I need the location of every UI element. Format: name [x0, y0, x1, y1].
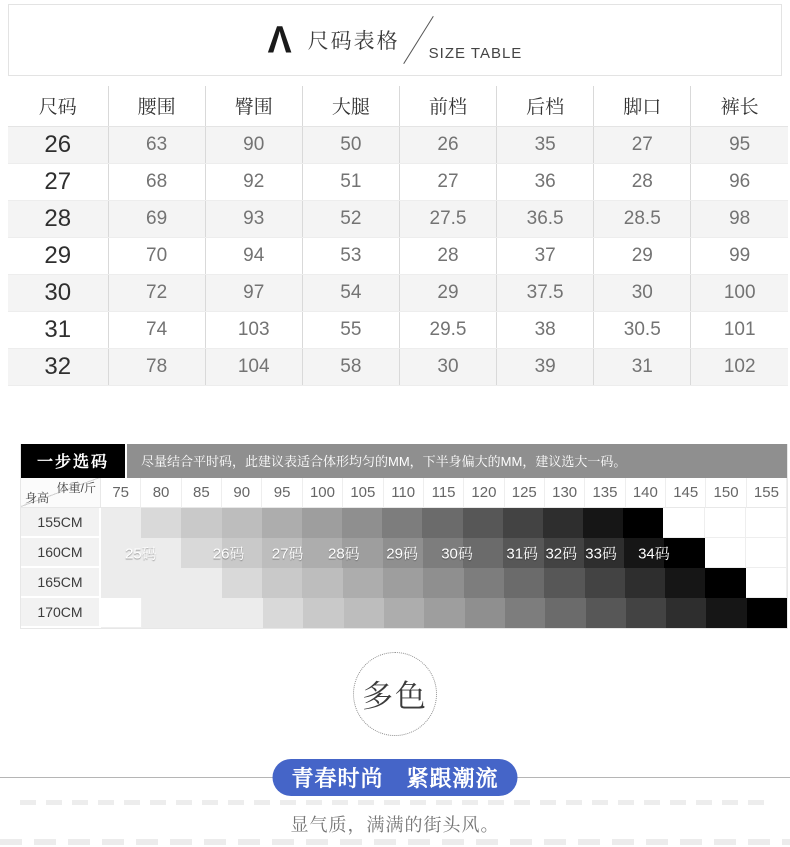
size-value-cell: 28: [8, 200, 108, 237]
gradient-cell: [262, 538, 302, 568]
gradient-cell: [585, 568, 625, 598]
gradient-cell: [705, 538, 746, 568]
measurement-cell: 28: [399, 237, 496, 274]
gradient-cell: [463, 538, 503, 568]
gradient-cell: [344, 598, 384, 628]
gradient-cell: [503, 538, 543, 568]
style-caption: 显气质，满满的街头风。: [290, 814, 500, 835]
gradient-cell: [423, 538, 463, 568]
chart-note: 尽量结合平时码，此建议表适合体形均匀的MM，下半身偏大的MM，建议选大一码。: [127, 444, 787, 478]
recommended-size-label: 29码: [386, 545, 418, 562]
measurement-cell: 38: [497, 311, 594, 348]
gradient-cell: [544, 568, 584, 598]
gradient-cell: [624, 538, 664, 568]
gradient-cell: [422, 508, 462, 538]
weight-header-cell: 80: [141, 478, 181, 508]
column-header: 后档: [497, 86, 594, 126]
weight-header-cell: 110: [384, 478, 424, 508]
measurement-cell: 39: [497, 348, 594, 385]
gradient-cell: [664, 538, 704, 568]
measurement-cell: 53: [302, 237, 399, 274]
measurement-cell: 98: [691, 200, 788, 237]
measurement-cell: 63: [108, 126, 205, 163]
weight-header-cell: 120: [464, 478, 504, 508]
measurement-cell: 27: [594, 126, 691, 163]
measurement-cell: 68: [108, 163, 205, 200]
gradient-cell: [141, 538, 181, 568]
recommended-size-label: 28码: [328, 545, 360, 562]
size-measurements-table: [8, 86, 788, 386]
gradient-cell: [101, 598, 142, 628]
gradient-cell: [584, 538, 624, 568]
gradient-cell: [666, 598, 706, 628]
gradient-cell: [505, 598, 545, 628]
weight-header-cell: 90: [222, 478, 262, 508]
gradient-cell: [424, 598, 464, 628]
recommended-size-label: 25码: [124, 545, 157, 562]
gradient-cell: [626, 598, 666, 628]
table-row: [8, 237, 788, 274]
table-row: [8, 126, 788, 163]
measurement-cell: 104: [205, 348, 302, 385]
weight-header-cell: 150: [706, 478, 746, 508]
corner-weight-label: 体重/斤: [56, 480, 96, 495]
recommended-size-label: 26码: [212, 545, 245, 562]
gradient-cell: [342, 538, 382, 568]
measurement-cell: 55: [302, 311, 399, 348]
table-row: [8, 163, 788, 200]
measurement-cell: 50: [302, 126, 399, 163]
recommended-size-label: 30码: [441, 545, 473, 562]
column-header: 腰围: [108, 86, 205, 126]
measurement-cell: 54: [302, 274, 399, 311]
measurement-cell: 102: [691, 348, 788, 385]
gradient-cell: [747, 598, 787, 628]
weight-header-cell: 140: [626, 478, 666, 508]
gradient-cell: [302, 508, 342, 538]
measurement-cell: 35: [497, 126, 594, 163]
height-label-cell: 170CM: [21, 598, 101, 628]
gradient-cell: [663, 508, 704, 538]
size-value-cell: 29: [8, 237, 108, 274]
table-row: [8, 274, 788, 311]
measurement-cell: 70: [108, 237, 205, 274]
gradient-cell: [181, 508, 221, 538]
chart-row: [21, 538, 787, 568]
gradient-cell: [545, 598, 585, 628]
gradient-cell: [343, 568, 383, 598]
recommended-size-label: 32码: [545, 545, 578, 562]
measurement-cell: 101: [691, 311, 788, 348]
measurement-cell: 74: [108, 311, 205, 348]
gradient-cell: [423, 568, 463, 598]
measurement-cell: 92: [205, 163, 302, 200]
measurement-cell: 72: [108, 274, 205, 311]
recommended-size-label: 27码: [271, 545, 304, 562]
gradient-cell: [623, 508, 663, 538]
measurement-cell: 29: [399, 274, 496, 311]
gradient-cell: [141, 568, 181, 598]
weight-header-cell: 130: [545, 478, 585, 508]
table-row: [8, 348, 788, 385]
gradient-cell: [746, 538, 787, 568]
measurement-cell: 78: [108, 348, 205, 385]
weight-header-cell: 105: [343, 478, 383, 508]
column-header: 尺码: [8, 86, 108, 126]
height-label-cell: 165CM: [21, 568, 101, 598]
measurement-cell: 90: [205, 126, 302, 163]
gradient-cell: [181, 538, 221, 568]
weight-header-cell: 155: [747, 478, 787, 508]
measurement-cell: 28.5: [594, 200, 691, 237]
measurement-cell: 93: [205, 200, 302, 237]
size-recommendation-chart: [20, 444, 788, 629]
faint-watermark-strip: [20, 800, 770, 805]
gradient-cell: [544, 538, 584, 568]
size-table-header-row: [8, 86, 788, 126]
measurement-cell: 95: [691, 126, 788, 163]
measurement-cell: 37.5: [497, 274, 594, 311]
gradient-cell: [503, 508, 543, 538]
fashion-banner-section: [0, 759, 790, 796]
brand-logo-icon: Λ: [267, 17, 292, 61]
measurement-cell: 29: [594, 237, 691, 274]
chart-title: 一步选码: [21, 444, 125, 478]
measurement-cell: 30: [399, 348, 496, 385]
height-label-cell: 160CM: [21, 538, 101, 568]
measurement-cell: 27: [399, 163, 496, 200]
gradient-cell: [705, 568, 745, 598]
gradient-cell: [302, 538, 342, 568]
column-header: 裤长: [691, 86, 788, 126]
measurement-cell: 28: [594, 163, 691, 200]
gradient-cell: [583, 508, 623, 538]
gradient-cell: [222, 538, 262, 568]
measurement-cell: 96: [691, 163, 788, 200]
chart-row: [21, 568, 787, 598]
measurement-cell: 27.5: [399, 200, 496, 237]
gradient-cell: [262, 568, 302, 598]
measurement-cell: 30.5: [594, 311, 691, 348]
gradient-cell: [223, 598, 263, 628]
weight-header-cell: 75: [101, 478, 141, 508]
chart-row: [21, 508, 787, 538]
header-title-cn: 尺码表格: [307, 30, 400, 53]
gradient-cell: [625, 568, 665, 598]
height-label-cell: 155CM: [21, 508, 101, 538]
recommended-size-label: 31码: [506, 545, 539, 562]
gradient-cell: [141, 508, 181, 538]
weight-header-cell: 125: [505, 478, 545, 508]
gradient-cell: [746, 508, 787, 538]
fashion-banner: 青春时尚 紧跟潮流: [273, 759, 518, 796]
corner-height-label: 身高: [25, 490, 50, 505]
column-header: 脚口: [594, 86, 691, 126]
measurement-cell: 52: [302, 200, 399, 237]
weight-header-cell: 115: [424, 478, 464, 508]
measurement-cell: 37: [497, 237, 594, 274]
gradient-cell: [383, 538, 423, 568]
gradient-cell: [101, 538, 141, 568]
measurement-cell: 36.5: [497, 200, 594, 237]
size-value-cell: 30: [8, 274, 108, 311]
gradient-cell: [705, 508, 746, 538]
header-title-en: SIZE TABLE: [428, 44, 523, 62]
gradient-cell: [142, 598, 182, 628]
weight-header-cell: 135: [585, 478, 625, 508]
column-header: 前档: [399, 86, 496, 126]
gradient-cell: [303, 598, 343, 628]
gradient-cell: [263, 598, 303, 628]
gradient-cell: [464, 568, 504, 598]
measurement-cell: 36: [497, 163, 594, 200]
next-section-edge: [0, 839, 790, 845]
gradient-cell: [183, 598, 223, 628]
measurement-cell: 99: [691, 237, 788, 274]
gradient-cell: [101, 568, 141, 598]
size-table-header: [8, 4, 782, 76]
gradient-cell: [262, 508, 302, 538]
column-header: 大腿: [302, 86, 399, 126]
size-value-cell: 31: [8, 311, 108, 348]
measurement-cell: 58: [302, 348, 399, 385]
measurement-cell: 69: [108, 200, 205, 237]
measurement-cell: 29.5: [399, 311, 496, 348]
gradient-cell: [504, 568, 544, 598]
gradient-cell: [342, 508, 382, 538]
column-header: 臀围: [205, 86, 302, 126]
gradient-cell: [543, 508, 583, 538]
gradient-cell: [384, 598, 424, 628]
measurement-cell: 51: [302, 163, 399, 200]
weight-header-cell: 145: [666, 478, 706, 508]
weight-header-cell: 85: [182, 478, 222, 508]
gradient-cell: [383, 568, 423, 598]
gradient-cell: [101, 508, 141, 538]
table-row: [8, 200, 788, 237]
measurement-cell: 30: [594, 274, 691, 311]
gradient-cell: [586, 598, 626, 628]
weight-header-cell: 95: [262, 478, 302, 508]
gradient-cell: [706, 598, 746, 628]
measurement-cell: 97: [205, 274, 302, 311]
recommended-size-label: 34码: [638, 545, 670, 562]
gradient-cell: [222, 568, 262, 598]
chart-grid: [21, 478, 787, 628]
gradient-cell: [222, 508, 262, 538]
corner-cell: [21, 478, 101, 508]
multicolor-badge-label: 多色: [362, 679, 428, 715]
gradient-cell: [463, 508, 503, 538]
measurement-cell: 103: [205, 311, 302, 348]
gradient-cell: [382, 508, 422, 538]
size-value-cell: 32: [8, 348, 108, 385]
measurement-cell: 94: [205, 237, 302, 274]
gradient-cell: [302, 568, 342, 598]
gradient-cell: [746, 568, 787, 598]
recommended-size-label: 33码: [585, 545, 617, 562]
weight-header-cell: 100: [303, 478, 343, 508]
measurement-cell: 31: [594, 348, 691, 385]
gradient-cell: [665, 568, 705, 598]
chart-row: [21, 598, 787, 628]
size-value-cell: 27: [8, 163, 108, 200]
gradient-cell: [182, 568, 222, 598]
measurement-cell: 26: [399, 126, 496, 163]
size-value-cell: 26: [8, 126, 108, 163]
size-table-body: [8, 126, 788, 385]
measurement-cell: 100: [691, 274, 788, 311]
multicolor-badge: [353, 652, 437, 736]
table-row: [8, 311, 788, 348]
gradient-cell: [465, 598, 505, 628]
